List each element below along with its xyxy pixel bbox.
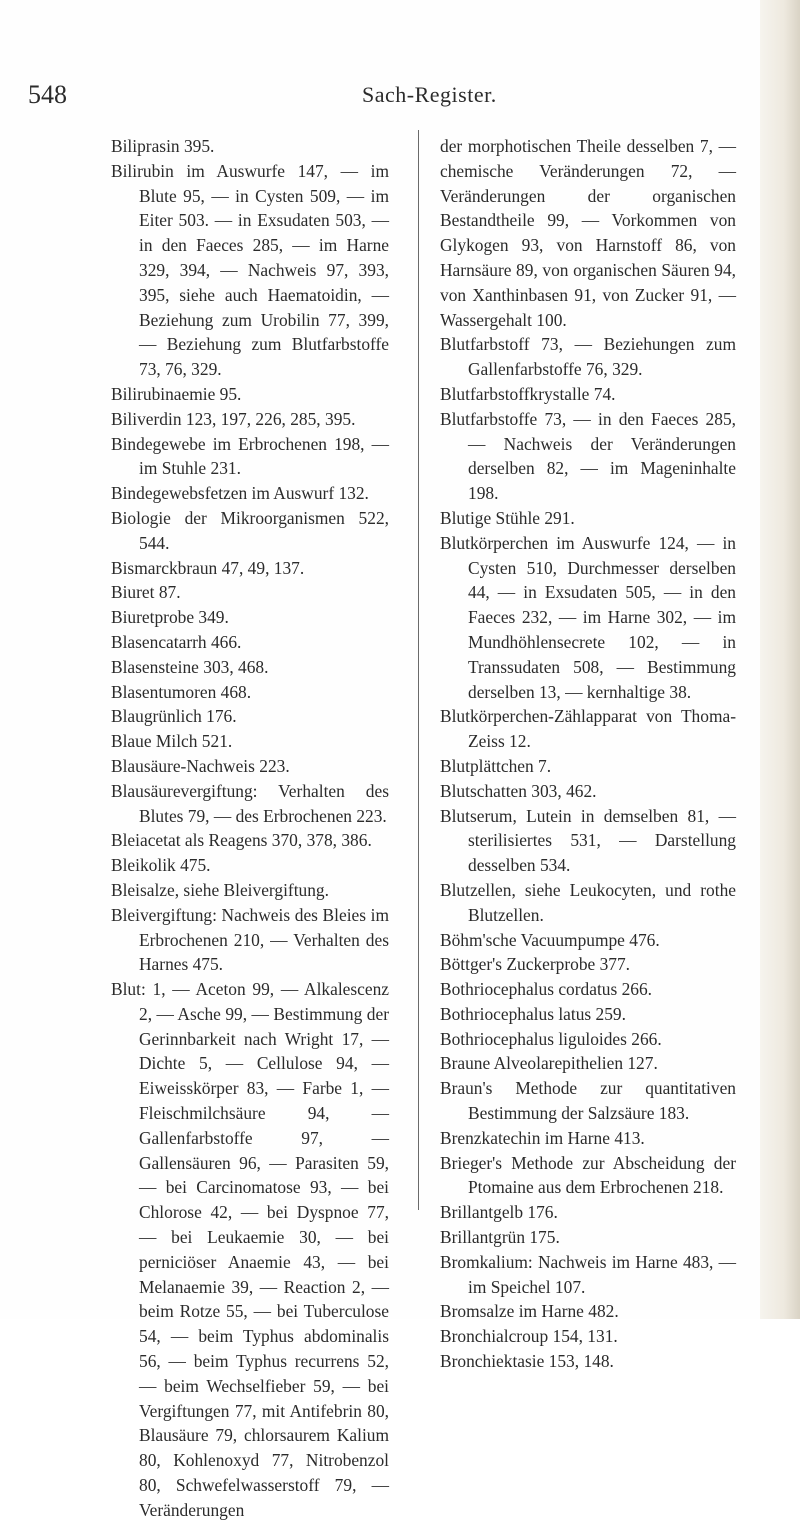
index-entry: Brillantgelb 176. — [440, 1202, 558, 1223]
page-edge-shadow — [760, 0, 800, 1319]
index-entry: Blutfarbstoffe 73, — in den Faeces 285, — Nachweis der Veränderungen derselben 82, — im Mageninhalte 198. — [440, 408, 736, 504]
index-entry: Biliprasin 395. — [111, 136, 215, 156]
index-entry: Blut: 1, — Aceton 99, — Alkalescenz 2, — Asche 99, — Bestimmung der Gerinnbarkeit nach Wright 17, — Dichte 5, — Cellulose 94, — Eiweisskörper 83, — Farbe 1, — Fleischmilchsäure 94, — Gallenfarbstoffe 97, — Gallensäuren 96, — Parasiten 59, — bei Carcinomatose 93, — bei Chlorose 42, — bei Dyspnoe 77, — bei Leukaemie 30, — bei perniciöser Anaemie 43, — bei Melanaemie 39, — Reaction 2, — beim Rotze 55, — bei Tuberculose 54, — beim Typhus abdominalis 56, — beim Typhus recurrens 52, — beim Wechselfieber 59, — bei Vergiftungen 77, mit Antifebrin 80, Blausäure 79, chlorsaurem Kalium 80, Kohlenoxyd 77, Nitrobenzol 80, Schwefelwasserstoff 79, — Veränderungen — [111, 979, 389, 1520]
index-entry: Böhm'sche Vacuumpumpe 476. — [440, 929, 660, 950]
index-entry: Bothriocephalus latus 259. — [440, 1003, 626, 1024]
running-title: Sach-Register. — [362, 82, 497, 107]
index-entry: Braun's Methode zur quantitativen Bestimmung der Salzsäure 183. — [440, 1078, 736, 1124]
index-entry: der morphotischen Theile desselben 7, — chemische Veränderungen 72, — Veränderungen der organischen Bestandtheile 99, — Vorkommen von Glykogen 93, von Harnstoff 86, von Harnsäure 89, von organischen Säuren 94, von Xanthinbasen 91, von Zucker 91, — Wassergehalt 100. — [440, 136, 736, 330]
index-entry: Biuret 87. — [111, 582, 181, 603]
index-entry: Blasencatarrh 466. — [111, 631, 242, 652]
column-divider — [418, 130, 419, 1210]
index-entry: Brenzkatechin im Harne 413. — [440, 1127, 645, 1148]
index-entry: Bromsalze im Harne 482. — [440, 1301, 619, 1322]
index-entry: Brillantgrün 175. — [440, 1227, 560, 1248]
index-entry: Blaue Milch 521. — [111, 731, 233, 752]
index-entry: Bilirubin im Auswurfe 147, — im Blute 95, — in Cysten 509, — im Eiter 503. — in Exsudaten 503, — in den Faeces 285, — im Harne 329, 394, — Nachweis 97, 393, 395, siehe auch Haematoidin, — Beziehung zum Urobilin 77, 399, — Beziehung zum Blutfarbstoffe 73, 76, 329. — [111, 160, 389, 380]
index-entry: Bleikolik 475. — [111, 855, 211, 876]
index-entry: Bronchiektasie 153, 148. — [440, 1351, 614, 1372]
index-entry: Biologie der Mikroorganismen 522, 544. — [111, 507, 389, 553]
index-entry: Blutfarbstoff 73, — Beziehungen zum Gallenfarbstoffe 76, 329. — [440, 334, 736, 380]
index-entry: Blutserum, Lutein in demselben 81, — sterilisiertes 531, — Darstellung desselben 534. — [440, 805, 736, 876]
index-entry: Bindegewebsfetzen im Auswurf 132. — [111, 483, 369, 504]
index-entry: Blutkörperchen-Zählapparat von Thoma-Zeiss 12. — [440, 706, 736, 752]
index-column-right — [440, 134, 736, 1374]
index-entry: Bleivergiftung: Nachweis des Bleies im Erbrochenen 210, — Verhalten des Harnes 475. — [111, 904, 389, 975]
index-entry: Bleiacetat als Reagens 370, 378, 386. — [111, 830, 372, 851]
index-entry: Blasentumoren 468. — [111, 681, 252, 702]
index-entry: Bindegewebe im Erbrochenen 198, — im Stuhle 231. — [111, 433, 389, 479]
index-entry: Bothriocephalus liguloides 266. — [440, 1028, 662, 1049]
page-number: 548 — [28, 80, 67, 109]
index-entry: Blaugrünlich 176. — [111, 706, 237, 727]
index-entry: Blutfarbstoffkrystalle 74. — [440, 383, 616, 404]
index-entry: Bleisalze, siehe Bleivergiftung. — [111, 879, 329, 900]
index-entry: Blutschatten 303, 462. — [440, 780, 597, 801]
index-entry: Böttger's Zuckerprobe 377. — [440, 954, 631, 975]
index-entry: Brieger's Methode zur Abscheidung der Ptomaine aus dem Erbrochenen 218. — [440, 1152, 736, 1198]
index-entry: Biuretprobe 349. — [111, 607, 229, 628]
index-entry: Bismarckbraun 47, 49, 137. — [111, 557, 305, 578]
index-entry: Blutige Stühle 291. — [440, 507, 575, 528]
index-entry: Bromkalium: Nachweis im Harne 483, — im Speichel 107. — [440, 1251, 736, 1297]
index-entry: Blutkörperchen im Auswurfe 124, — in Cysten 510, Durchmesser derselben 44, — in Exsudaten 505, — in den Faeces 232, — im Harne 302, — im Mundhöhlensecrete 102, — in Transsudaten 508, — Bestimmung derselben 13, — kernhaltige 38. — [440, 532, 736, 702]
index-entry: Blutzellen, siehe Leukocyten, und rothe Blutzellen. — [440, 879, 736, 925]
index-entry: Braune Alveolarepithelien 127. — [440, 1053, 658, 1074]
index-entry: Bilirubinaemie 95. — [111, 383, 242, 404]
index-entry: Biliverdin 123, 197, 226, 285, 395. — [111, 408, 356, 429]
index-entry: Blausäure-Nachweis 223. — [111, 755, 290, 776]
index-column-left — [111, 134, 389, 1523]
index-entry: Bothriocephalus cordatus 266. — [440, 979, 653, 1000]
index-entry: Blutplättchen 7. — [440, 755, 552, 776]
index-entry: Bronchialcroup 154, 131. — [440, 1326, 618, 1347]
index-entry: Blausäurevergiftung: Verhalten des Blutes 79, — des Erbrochenen 223. — [111, 780, 389, 826]
index-entry: Blasensteine 303, 468. — [111, 656, 269, 677]
